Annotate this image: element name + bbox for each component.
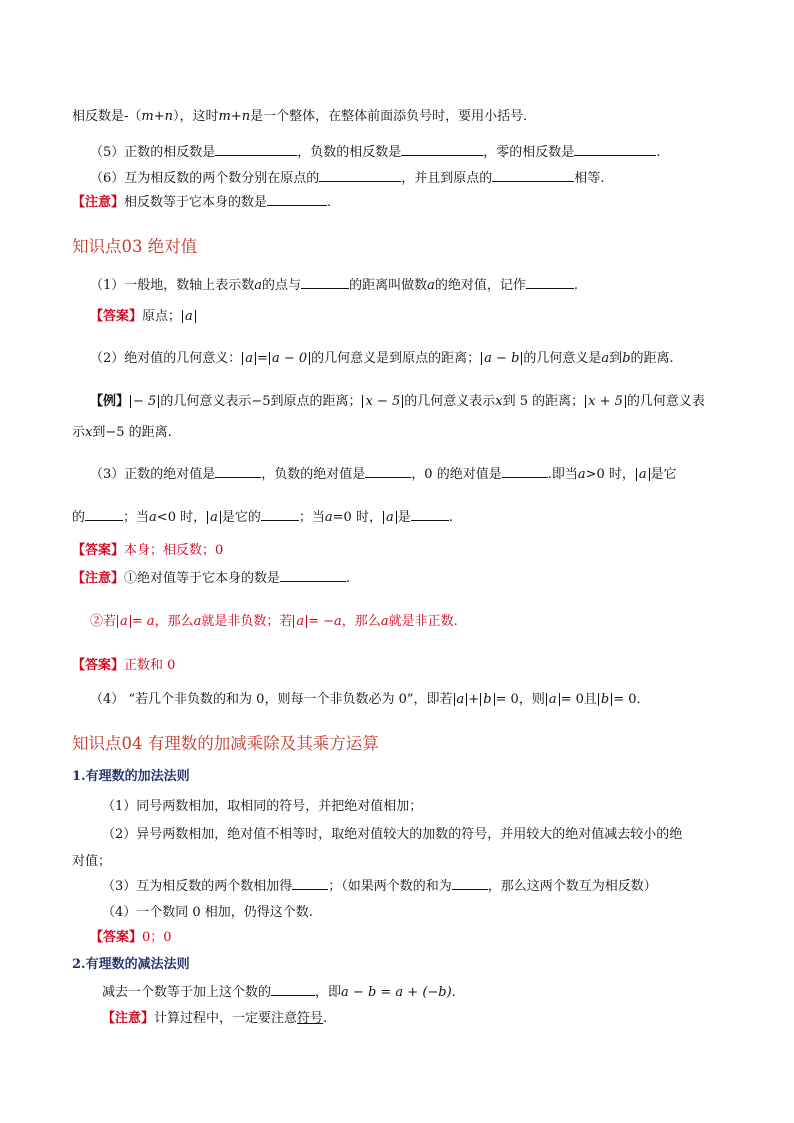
answer-text: 正数和 0 <box>124 658 176 673</box>
answer-blank <box>502 465 548 478</box>
math: a <box>254 278 263 293</box>
math: a <box>182 310 196 323</box>
text: （4） “若几个非负数的和为 0，则每一个非负数必为 0”，即若 <box>90 692 453 707</box>
answer-blank <box>365 465 411 478</box>
math: x + 5 <box>585 395 626 408</box>
text: ），这时 <box>173 109 219 124</box>
text: =0 时， <box>332 510 382 525</box>
text-line <box>90 169 604 188</box>
math: x <box>495 394 503 409</box>
answer-blank <box>401 143 483 156</box>
text-line <box>102 983 456 1002</box>
answer-blank <box>271 983 315 996</box>
text: 的几何意义表示−5到原点的距离； <box>160 394 362 409</box>
note-tag: 【注意】 <box>72 571 125 586</box>
math: = <box>257 351 268 366</box>
text: 的几何意义表 <box>626 394 705 409</box>
text: ，则 <box>518 692 545 707</box>
math: = 0且 <box>560 692 597 707</box>
text: 相反数等于它本身的数是 <box>124 195 268 210</box>
math: x <box>85 425 93 440</box>
math: a − b <box>481 352 522 365</box>
answer-blank <box>85 508 123 521</box>
math: a <box>193 614 202 629</box>
answer-blank <box>319 169 401 182</box>
math: m+n <box>141 109 173 124</box>
math: a <box>546 693 560 706</box>
math: a <box>427 278 435 293</box>
math: a <box>117 615 131 628</box>
answer-blank <box>574 143 656 156</box>
text: 的 <box>72 510 86 525</box>
note-tag: 【注意】 <box>102 1011 155 1026</box>
math: a <box>454 693 468 706</box>
answer-blank <box>292 877 328 890</box>
text: ；当 <box>298 510 325 525</box>
text: 的点与 <box>262 278 302 293</box>
math: a <box>149 510 157 525</box>
text: >0 时， <box>585 467 635 482</box>
text: 示 <box>72 425 86 440</box>
text-line: （4）一个数同 0 相加，仍得这个数. <box>102 905 313 920</box>
math: = −a <box>308 614 342 629</box>
answer-blank <box>301 276 349 289</box>
math: a <box>293 615 307 628</box>
text: （3）互为相反数的两个数相加得 <box>102 879 293 894</box>
answer-blank <box>215 465 261 478</box>
text: 就是非负数；若 <box>201 614 293 629</box>
math: + <box>468 692 480 707</box>
text: 是 <box>397 510 411 525</box>
text-line <box>90 691 650 709</box>
text: （1）一般地，数轴上表示数 <box>90 278 255 293</box>
answer-tag: 【答案】 <box>72 658 125 673</box>
section-heading: 知识点04 有理数的加减乘除及其乘方运算 <box>72 734 379 753</box>
text: ①绝对值等于它本身的数是 <box>124 571 281 586</box>
text-line: （1）同号两数相加，取相同的符号，并把绝对值相加； <box>102 799 423 814</box>
subsection-heading: 2.有理数的减法法则 <box>72 957 190 972</box>
answer-line <box>90 929 172 947</box>
text-line: （5）正数的相反数是 ，负数的相反数是 ，零的相反数是 . <box>90 145 661 160</box>
text: ，零的相反数是 <box>483 145 575 160</box>
text: 相反数是-（ <box>72 109 142 124</box>
text: ，那么 <box>341 614 381 629</box>
text: ，并且到原点的 <box>401 171 493 186</box>
note-line: 【注意】①绝对值等于它本身的数是 . <box>72 571 351 586</box>
text: ，即 <box>315 985 342 1000</box>
text-line <box>90 465 677 484</box>
answer-blank <box>267 193 327 206</box>
text: 减去一个数等于加上这个数的 <box>102 985 272 1000</box>
text: ，0 的绝对值是 <box>411 467 502 482</box>
math: = 0 <box>613 692 637 707</box>
text: 到 5 的距离； <box>502 394 585 409</box>
text: （6）互为相反数的两个数分别在原点的 <box>90 171 320 186</box>
answer-line <box>72 542 223 560</box>
answer-blank <box>280 569 346 582</box>
math: = a <box>131 614 155 629</box>
math: a <box>207 511 221 524</box>
math: a − 0 <box>269 352 310 365</box>
text: 是它的 <box>221 510 261 525</box>
answer-blank <box>452 877 488 890</box>
answer-blank <box>215 143 297 156</box>
text-line <box>90 350 674 368</box>
text: （5）正数的相反数是 <box>90 145 216 160</box>
text: . <box>451 985 456 1000</box>
math: a − b = a + (−b) <box>341 985 452 1000</box>
math: a <box>380 614 389 629</box>
answer-blank <box>261 508 299 521</box>
text: . <box>323 1011 328 1026</box>
text: ；当 <box>123 510 150 525</box>
text: 的距离. <box>630 351 674 366</box>
math: = 0 <box>495 692 519 707</box>
section-heading: 知识点03 绝对值 <box>72 237 198 256</box>
math: b <box>598 693 612 706</box>
text: 就是非正数. <box>388 614 458 629</box>
math: a <box>242 352 256 365</box>
answer-line <box>90 308 197 326</box>
math: − 5 <box>130 395 159 408</box>
text: 原点； <box>142 309 182 324</box>
text: ，负数的相反数是 <box>297 145 402 160</box>
math: a <box>636 468 650 481</box>
answer-blank <box>411 508 449 521</box>
text: <0 时， <box>156 510 207 525</box>
math: a <box>324 510 333 525</box>
note-line: 【注意】相反数等于它本身的数是 . <box>72 195 332 210</box>
text-line: （1）一般地，数轴上表示数a的点与 的距离叫做数a的绝对值，记作 . <box>90 278 578 293</box>
text: 是一个整体，在整体前面添负号时，要用小括号． <box>250 109 537 124</box>
note-tag: 【注意】 <box>72 195 125 210</box>
text: ，那么 <box>154 614 194 629</box>
text: 相等. <box>574 171 605 186</box>
example-line-continued <box>72 424 172 442</box>
text-line: 对值； <box>72 854 112 869</box>
text: 的绝对值，记作 <box>434 278 526 293</box>
text: 的几何意义表示 <box>404 394 496 409</box>
text-line <box>102 877 657 896</box>
answer-tag: 【答案】 <box>90 309 143 324</box>
text: （3）正数的绝对值是 <box>90 467 216 482</box>
subsection-heading: 1.有理数的加法法则 <box>72 769 190 784</box>
text: ②若 <box>90 614 117 629</box>
math: x − 5 <box>362 395 403 408</box>
text: 计算过程中，一定要注意 <box>154 1011 298 1026</box>
text: 的距离叫做数 <box>349 278 428 293</box>
text: 的几何意义是到原点的距离； <box>311 351 481 366</box>
math: m+n <box>218 109 251 124</box>
example-line <box>90 393 705 411</box>
math: b <box>480 693 494 706</box>
text-line: 的 ；当a<0 时， a 是它的 ；当a=0 时， a 是 . <box>72 510 453 525</box>
answer-line <box>72 657 175 675</box>
text: ． <box>636 692 650 707</box>
text-line: （2）异号两数相加，绝对值不相等时，取绝对值较大的加数的符号，并用较大的绝对值减去较小的绝 <box>102 827 683 842</box>
answer-text: 本身；相反数；0 <box>124 543 224 558</box>
text: 到 <box>609 351 623 366</box>
text: 到−5 的距离. <box>92 425 172 440</box>
math: b <box>622 351 631 366</box>
answer-tag: 【答案】 <box>90 930 143 945</box>
text: 符号 <box>297 1011 324 1026</box>
math: a <box>577 467 586 482</box>
text: 的几何意义是 <box>523 351 602 366</box>
text: 是它 <box>650 467 677 482</box>
text: （2）绝对值的几何意义： <box>90 351 242 366</box>
text: ，那么这两个数互为相反数） <box>487 879 657 894</box>
math: a <box>383 511 397 524</box>
text: .即当 <box>547 467 578 482</box>
text: ；（如果两个数的和为 <box>328 879 452 894</box>
note-line <box>102 1010 327 1028</box>
answer-tag: 【答案】 <box>72 543 125 558</box>
example-tag: 【例】 <box>90 394 130 409</box>
note-line <box>90 613 458 631</box>
text: ，负数的绝对值是 <box>261 467 366 482</box>
text-line <box>72 108 536 126</box>
math: a <box>601 351 610 366</box>
answer-text: 0；0 <box>142 930 172 945</box>
answer-blank <box>492 169 574 182</box>
answer-blank <box>526 276 574 289</box>
